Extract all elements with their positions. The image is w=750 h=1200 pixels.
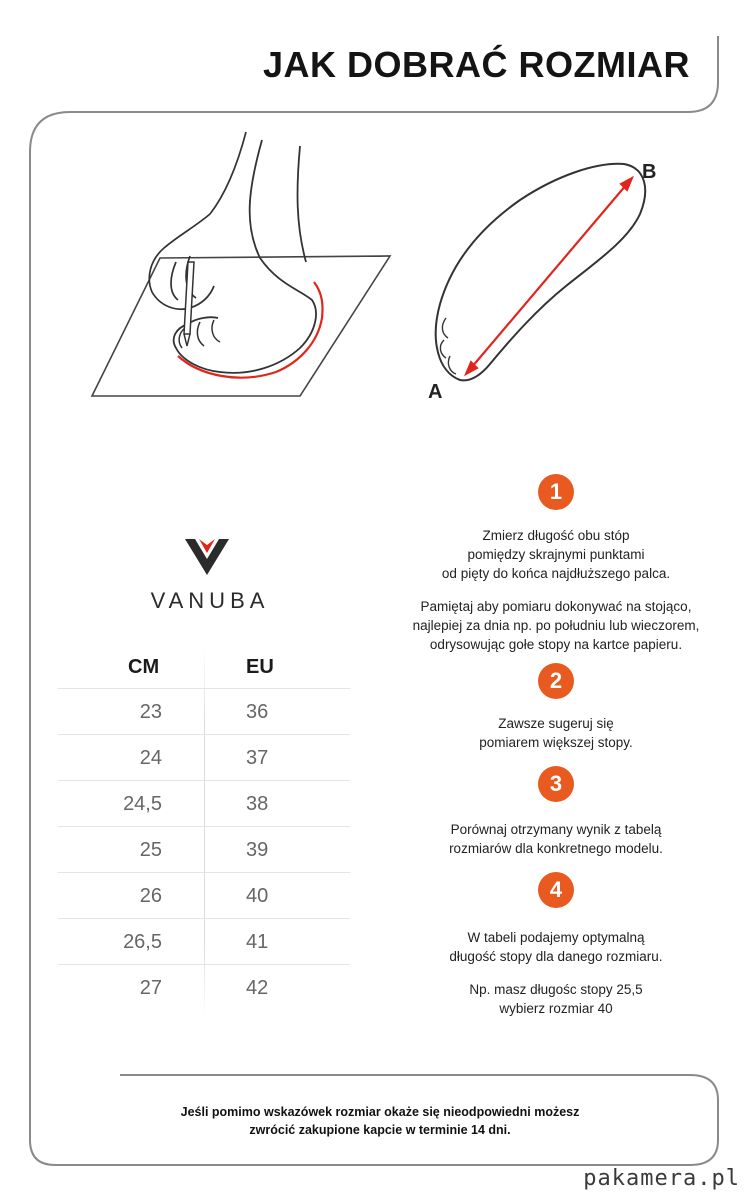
- step-1-text: [396, 526, 716, 654]
- step-text-line: Np. masz długośc stopy 25,5: [469, 982, 643, 997]
- spacer: [396, 966, 716, 980]
- cell-eu: 36: [246, 701, 269, 723]
- cell-eu: 40: [246, 885, 269, 907]
- table-row: [58, 918, 350, 964]
- step-text-line: Pamiętaj aby pomiaru dokonywać na stojąco,: [420, 599, 692, 614]
- step-text-line: rozmiarów dla konkretnego modelu.: [449, 841, 663, 856]
- step-text-line: najlepiej za dnia np. po południu lub wieczorem,: [412, 618, 700, 633]
- cell-eu: 39: [246, 839, 269, 861]
- step-3-badge: 3: [538, 766, 574, 802]
- cell-eu: 37: [246, 747, 269, 769]
- cell-eu: 41: [246, 931, 269, 953]
- label-a: A: [428, 381, 443, 403]
- step-text-line: Zmierz długość obu stóp: [482, 528, 630, 543]
- step-text-line: od pięty do końca najdłuższego palca.: [441, 566, 671, 581]
- label-b: B: [642, 161, 657, 183]
- note-line: zwrócić zakupione kapcie w terminie 14 dni.: [249, 1123, 511, 1137]
- table-row: [58, 964, 350, 1010]
- step-text-line: pomiędzy skrajnymi punktami: [467, 547, 645, 562]
- traced-outline: [178, 282, 323, 378]
- step-3-text: [396, 820, 716, 858]
- page-title: JAK DOBRAĆ ROZMIAR: [263, 44, 690, 85]
- table-row: [58, 826, 350, 872]
- measurement-illustration: [0, 0, 750, 470]
- note-line: Jeśli pomimo wskazówek rozmiar okaże się nieodpowiedni możesz: [180, 1105, 580, 1119]
- step-2-badge: 2: [538, 663, 574, 699]
- header-cm: CM: [128, 656, 160, 678]
- table-row: [58, 688, 350, 734]
- table-row: [58, 872, 350, 918]
- spacer: [396, 583, 716, 597]
- watermark: pakamera.pl: [583, 1166, 740, 1191]
- paper-sheet: [92, 256, 390, 396]
- step-text-line: Zawsze sugeruj się: [498, 716, 614, 731]
- step-text-line: W tabeli podajemy optymalną: [467, 930, 645, 945]
- cell-cm: 26,5: [123, 931, 162, 953]
- step-text-line: długość stopy dla danego rozmiaru.: [449, 949, 663, 964]
- step-2-text: [396, 714, 716, 752]
- step-text-line: Porównaj otrzymany wynik z tabelą: [450, 822, 662, 837]
- table-row: [58, 780, 350, 826]
- brand-logo-icon: [185, 535, 229, 575]
- cell-cm: 24,5: [123, 793, 162, 815]
- step-text-line: odrysowując gołe stopy na kartce papieru.: [429, 637, 683, 652]
- table-header: [58, 648, 350, 688]
- table-row: [58, 734, 350, 780]
- step-4-text: [396, 928, 716, 1018]
- cell-cm: 24: [139, 747, 162, 769]
- foot-sole-outline: [436, 164, 645, 381]
- step-text-line: wybierz rozmiar 40: [499, 1001, 613, 1016]
- step-text-line: pomiarem większej stopy.: [479, 735, 633, 750]
- hand: [149, 132, 246, 309]
- cell-eu: 38: [246, 793, 269, 815]
- header-eu: EU: [246, 656, 274, 678]
- cell-cm: 23: [139, 701, 162, 723]
- cell-cm: 26: [139, 885, 162, 907]
- cell-cm: 25: [139, 839, 162, 861]
- step-1-badge: 1: [538, 474, 574, 510]
- brand-name: VANUBA: [150, 588, 270, 613]
- step-4-badge: 4: [538, 872, 574, 908]
- size-table: [58, 648, 350, 1010]
- measure-arrow: [466, 178, 632, 374]
- cell-eu: 42: [246, 977, 269, 999]
- cell-cm: 27: [139, 977, 162, 999]
- return-policy-note: [120, 1103, 640, 1139]
